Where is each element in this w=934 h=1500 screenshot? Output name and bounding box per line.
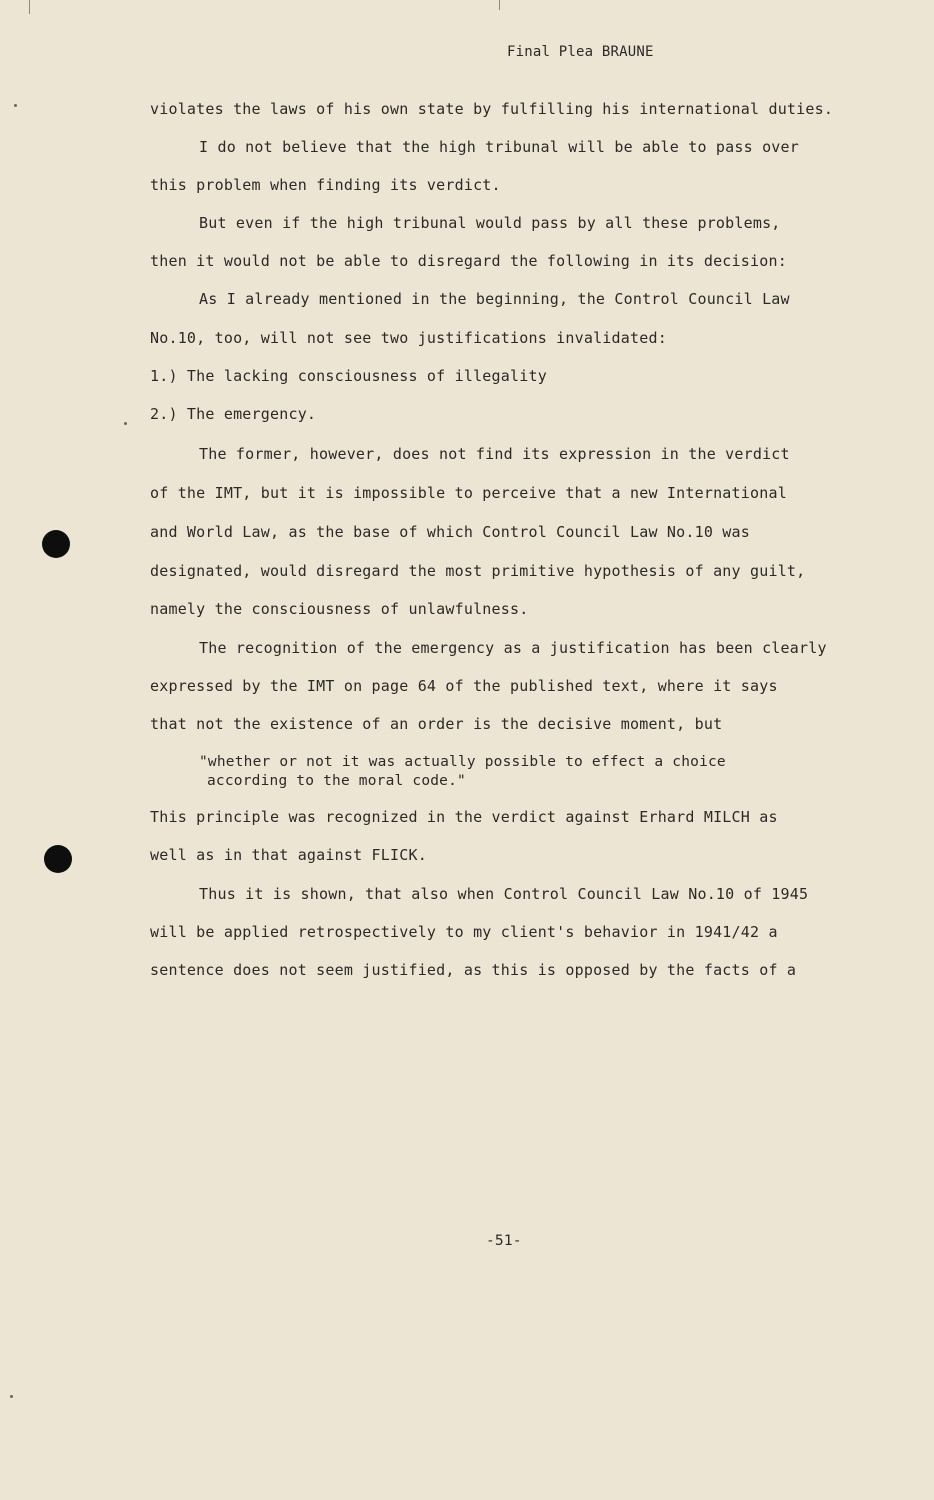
text-line: The former, however, does not find its expression in the verdict — [199, 445, 790, 463]
text-line: The recognition of the emergency as a justification has been clearly — [199, 639, 827, 657]
edge-mark — [29, 0, 30, 14]
text-line: that not the existence of an order is the decisive moment, but — [150, 715, 723, 733]
text-line: designated, would disregard the most primitive hypothesis of any guilt, — [150, 562, 806, 580]
text-line: expressed by the IMT on page 64 of the published text, where it says — [150, 677, 778, 695]
text-line: and World Law, as the base of which Control Council Law No.10 was — [150, 523, 750, 541]
text-line: I do not believe that the high tribunal will be able to pass over — [199, 138, 799, 156]
text-line: well as in that against FLICK. — [150, 846, 427, 864]
text-line: This principle was recognized in the verdict against Erhard MILCH as — [150, 808, 778, 826]
text-line: As I already mentioned in the beginning, the Control Council Law — [199, 290, 790, 308]
quote-line: according to the moral code." — [207, 773, 466, 789]
text-line: sentence does not seem justified, as this is opposed by the facts of a — [150, 961, 797, 979]
text-line: this problem when finding its verdict. — [150, 176, 501, 194]
punch-hole — [44, 845, 72, 873]
text-line: violates the laws of his own state by fulfilling his international duties. — [150, 100, 834, 118]
text-line: But even if the high tribunal would pass by all these problems, — [199, 214, 781, 232]
text-line: Thus it is shown, that also when Control Council Law No.10 of 1945 — [199, 885, 809, 903]
list-item: 2.) The emergency. — [150, 405, 317, 423]
speck — [14, 104, 17, 107]
page-number: -51- — [486, 1233, 522, 1249]
speck — [124, 422, 127, 425]
quote-line: "whether or not it was actually possible to effect a choice — [199, 754, 726, 770]
punch-hole — [42, 530, 70, 558]
text-line: namely the consciousness of unlawfulness. — [150, 600, 529, 618]
text-line: No.10, too, will not see two justifications invalidated: — [150, 329, 667, 347]
list-item: 1.) The lacking consciousness of illegality — [150, 367, 547, 385]
text-line: then it would not be able to disregard the following in its decision: — [150, 252, 787, 270]
text-line: of the IMT, but it is impossible to perceive that a new International — [150, 484, 787, 502]
page-header: Final Plea BRAUNE — [507, 44, 654, 60]
speck — [10, 1395, 13, 1398]
edge-mark — [499, 0, 500, 10]
text-line: will be applied retrospectively to my client's behavior in 1941/42 a — [150, 923, 778, 941]
